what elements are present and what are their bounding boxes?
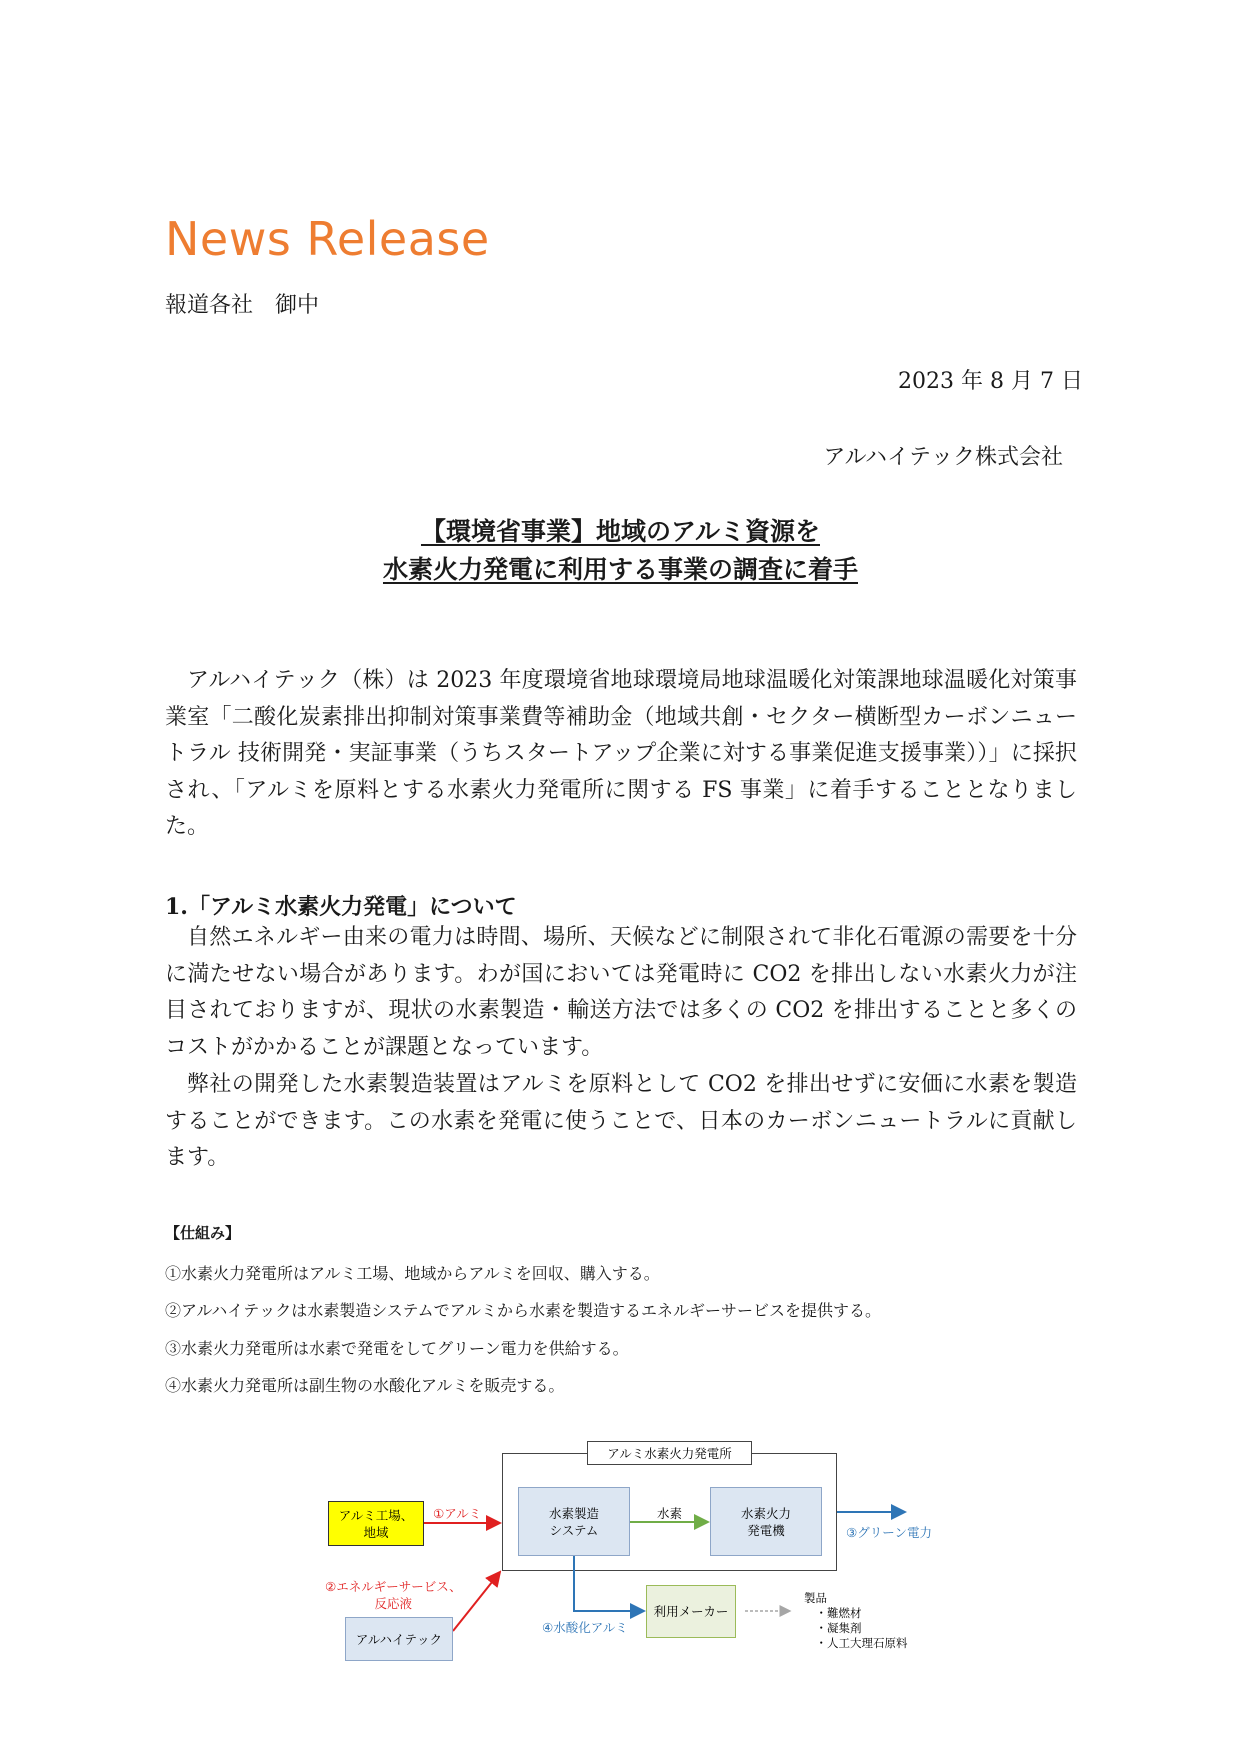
headline-line-1: 【環境省事業】地域のアルミ資源を (420, 517, 820, 546)
arrow-hydroxide (574, 1556, 644, 1611)
headline-line-2: 水素火力発電に利用する事業の調査に着手 (382, 555, 858, 584)
hydrogen-system-box (518, 1487, 630, 1556)
intro-paragraph: アルハイテック（株）は 2023 年度環境省地球環境局地球温暖化対策課地球温暖化対策事業室「二酸化炭素排出抑制対策事業費等補助金（地域共創・セクター横断型カーボンニュートラル 技術開発・実証事業（うちスタートアップ企業に対する事業促進支援事業））」に採択され、「アルミを原料とする水素火力発電所に関する FS 事業」に着手することとなりました。 (165, 668, 1077, 839)
alumi-arrow-label: ①アルミ (433, 1506, 482, 1521)
products-list: 製品 ・難燃材 ・凝集剤 ・人工大理石原料 (804, 1591, 908, 1650)
section-1-title: 1.「アルミ水素火力発電」について (165, 894, 517, 920)
aluminum-factory-box (328, 1501, 424, 1546)
addressee: 報道各社 御中 (165, 293, 320, 318)
green-power-label: ③グリーン電力 (846, 1525, 932, 1540)
hydrogen-generator-box (710, 1487, 822, 1556)
mechanism-item-1: ①水素火力発電所はアルミ工場、地域からアルミを回収、購入する。 (165, 1264, 660, 1283)
hydroxide-arrow-label: ④水酸化アルミ (542, 1620, 628, 1635)
company-name: アルハイテック株式会社 (823, 445, 1063, 470)
news-release-heading: News Release (165, 212, 490, 266)
mechanism-item-2: ②アルハイテックは水素製造システムでアルミから水素を製造するエネルギーサービスを提供する。 (165, 1301, 882, 1320)
release-date: 2023 年 8 月 7 日 (898, 369, 1083, 394)
aluminum-factory-label: アルミ工場、 地域 (338, 1507, 414, 1540)
section-1-paragraph-2: 弊社の開発した水素製造装置はアルミを原料として CO2 を排出せずに安価に水素を製造することができます。この水素を発電に使うことで、日本のカーボンニュートラルに貢献します。 (165, 1072, 1077, 1170)
hydrogen-system-label: 水素製造 システム (548, 1505, 599, 1538)
energy-service-label: ②エネルギーサービス、 反応液 (325, 1579, 462, 1611)
alhitec-label: アルハイテック (355, 1631, 443, 1647)
hydrogen-arrow-label: 水素 (657, 1506, 683, 1521)
alhitec-box (345, 1617, 453, 1661)
mechanism-item-4: ④水素火力発電所は副生物の水酸化アルミを販売する。 (165, 1376, 565, 1395)
mechanism-title: 【仕組み】 (165, 1224, 241, 1242)
section-1-paragraph-1: 自然エネルギー由来の電力は時間、場所、天候などに制限されて非化石電源の需要を十分に満たせない場合があります。わが国においては発電時に CO2 を排出しない水素火力が注目されておりますが、現状の水素製造・輸送方法では多くの CO2 を排出することと多くのコストがかかることが課題となっています。 (165, 925, 1077, 1060)
user-maker-label: 利用メーカー (653, 1604, 729, 1619)
user-maker-box (646, 1585, 736, 1638)
hydrogen-generator-label: 水素火力 発電機 (740, 1505, 791, 1538)
mechanism-item-3: ③水素火力発電所は水素で発電をしてグリーン電力を供給する。 (165, 1339, 629, 1358)
power-plant-label: アルミ水素火力発電所 (587, 1441, 752, 1465)
